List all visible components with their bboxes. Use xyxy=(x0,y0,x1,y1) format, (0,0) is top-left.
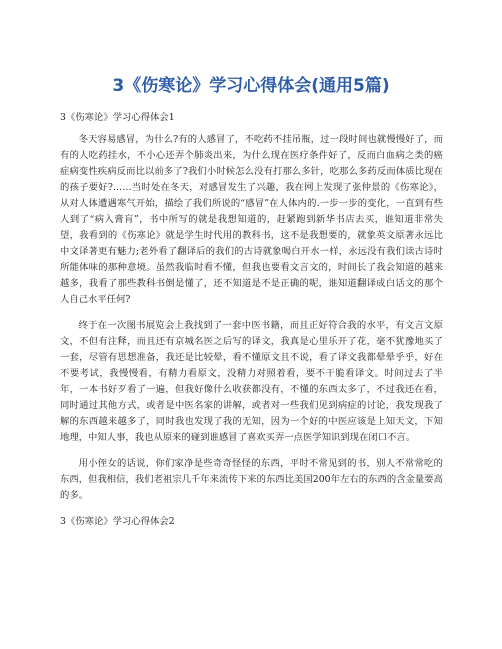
document-body xyxy=(60,110,443,536)
section-heading-2: 3《伤寒论》学习心得体会2 xyxy=(60,516,175,527)
paragraph-2: 终于在一次图书展览会上我找到了一套中医书籍，而且正好符合我的水平，有文言文原文，不但有注释，而且还有京城名医之后写的译文，我真是心里乐开了花，毫不犹豫地买了一套，尽管有思想准备，我还是比较晕，看不懂原文且不说，看了译文我都晕晕乎乎，好在不要考试，我慢慢看，有精力看原文，没精力对照着看，要不干脆看译文。时间过去了半年，一本书好歹看了一遍，但我好像什么收获都没有，不懂的东西太多了，不过我还在看，同时通过其他方式，或者是中医名家的讲解，或者对一些我们见到病症的讨论，我发现我了解的东西越来越多了，同时我也发现了我的无知，因为一个好的中医应该是上知天文，下知地理，中知人事，我也从原来的碰到谁感冒了喜欢买弄一点医学知识到现在闭口不言。 xyxy=(60,320,443,443)
paragraph-1: 冬天容易感冒，为什么?有的人感冒了，不吃药不挂吊瓶，过一段时间也就慢慢好了，而有的人吃药挂水，不小心还弄个肺炎出来，为什么现在医疗条件好了，反而白血病之类的癌症病变性疾病反而比以前多了?我们小时候怎么没有打那么多针，吃那么多药反而体质比现在的孩子要好?……当时处在冬天，对感冒发生了兴趣，我在网上发现了张仲景的《伤寒论》，从对人体遭遇寒气开始，描绘了我们所说的“感冒”在人体内的.一步一步的变化，一直到有些人到了“病入膏肓”，书中所写的就是我想知道的，赶紧跑到新华书店去买，谁知道非常失望，我看到的《伤寒论》就是学生时代用的教科书，这不是我想要的，就象英文原著永远比中文译著更有魅力;老外看了翻译后的我们的古诗就象喝白开水一样，永远没有我们读古诗时所能体味的那种意境。虽然我临时看不懂，但我也要看文言文的，时间长了我会知道的越来越多，我看了那些教科书倒是懂了，还不知道是不是正确的呢，谁知道翻译成白话文的那个人自己水平任何? xyxy=(60,134,443,305)
paragraph-3: 用小侄女的话说，你们家净是些奇奇怪怪的东西，平时不常见到的书，别人不常常吃的东西，但我相信，我们老祖宗几千年来流传下来的东西比美国200年左右的东西的含金量要高的多。 xyxy=(60,458,443,501)
document-title: 3《伤寒论》学习心得体会(通用5篇) xyxy=(112,76,390,96)
section-heading-1: 3《伤寒论》学习心得体会1 xyxy=(60,112,175,123)
